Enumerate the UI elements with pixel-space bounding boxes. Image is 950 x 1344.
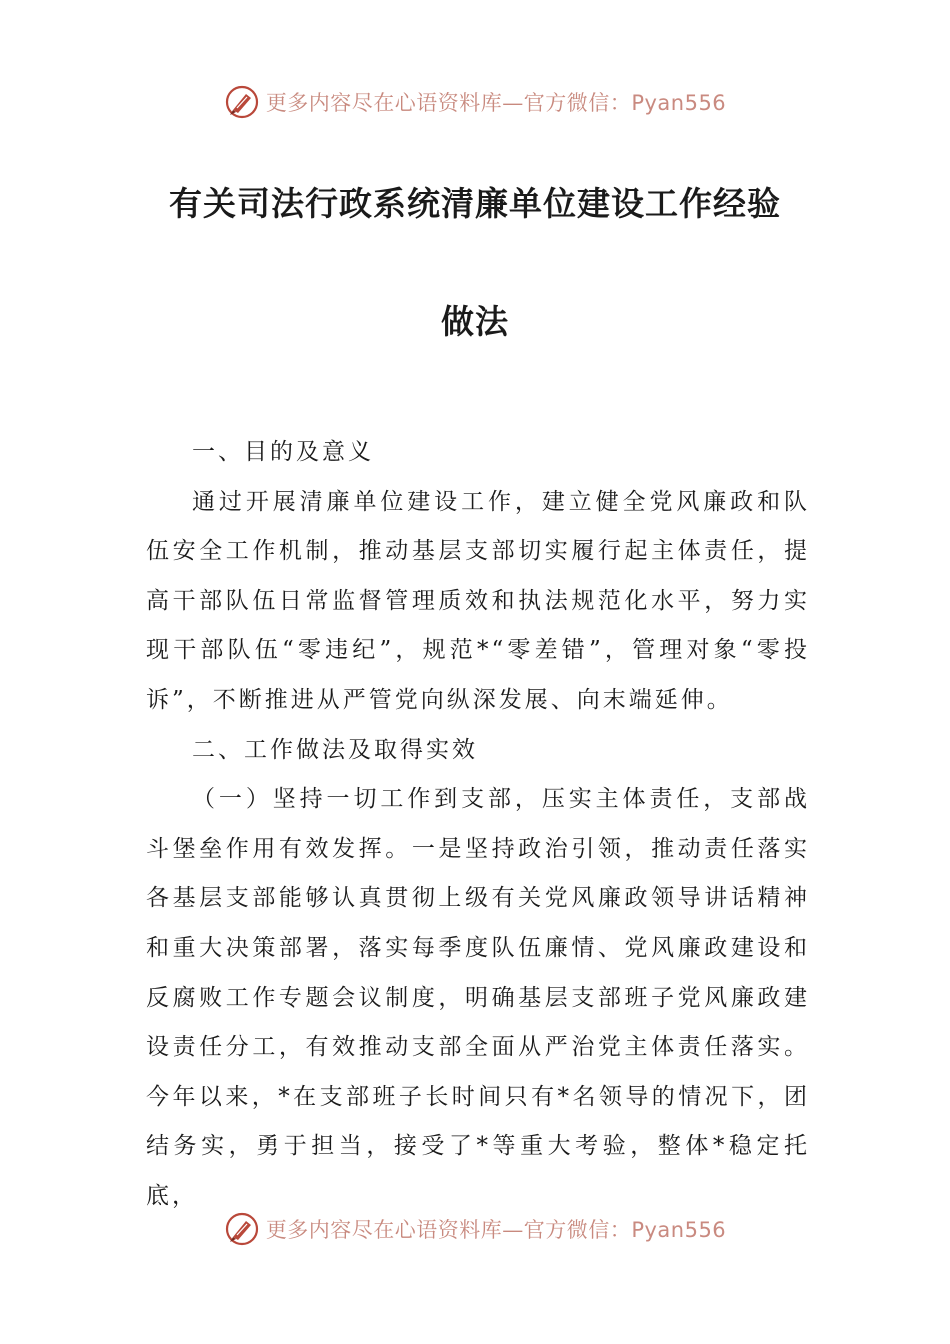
paragraph-purpose: 通过开展清廉单位建设工作，建立健全党风廉政和队伍安全工作机制，推动基层支部切实履行起主体责任，提高干部队伍日常监督管理质效和执法规范化水平，努力实现干部队伍“零违纪”，规范*“零差错”，管理对象“零投诉”，不断推进从严管党向纵深发展、向末端延伸。 — [146, 488, 810, 713]
watermark-wechat-id: Pyan556 — [631, 1218, 727, 1242]
pen-nib-logo-icon — [224, 84, 260, 120]
watermark-banner-top — [0, 82, 950, 122]
watermark-wechat-id: Pyan556 — [631, 91, 727, 115]
section-heading-2: 二、工作做法及取得实效 — [192, 736, 478, 763]
watermark-banner-bottom — [0, 1209, 950, 1249]
watermark-text: 更多内容尽在心语资料库—官方微信：Pyan556 — [265, 91, 727, 115]
pen-nib-logo-icon — [224, 1211, 260, 1247]
section-heading-1: 一、目的及意义 — [192, 439, 374, 465]
document-title-line-2: 做法 — [441, 302, 509, 341]
watermark-text: 更多内容尽在心语资料库—官方微信：Pyan556 — [265, 1218, 727, 1242]
document-title-line-1: 有关司法行政系统清廉单位建设工作经验 — [169, 184, 781, 223]
paragraph-practice-1: （一）坚持一切工作到支部，压实主体责任，支部战斗堡垒作用有效发挥。一是坚持政治引领，推动责任落实各基层支部能够认真贯彻上级有关党风廉政领导讲话精神和重大决策部署，落实每季度队伍廉情、党风廉政建设和反腐败工作专题会议制度，明确基层支部班子党风廉政建设责任分工，有效推动支部全面从严治党主体责任落实。今年以来，*在支部班子长时间只有*名领导的情况下，团结务实，勇于担当，接受了*等重大考验，整体*稳定托底， — [146, 786, 810, 1209]
document-body — [146, 428, 810, 1222]
